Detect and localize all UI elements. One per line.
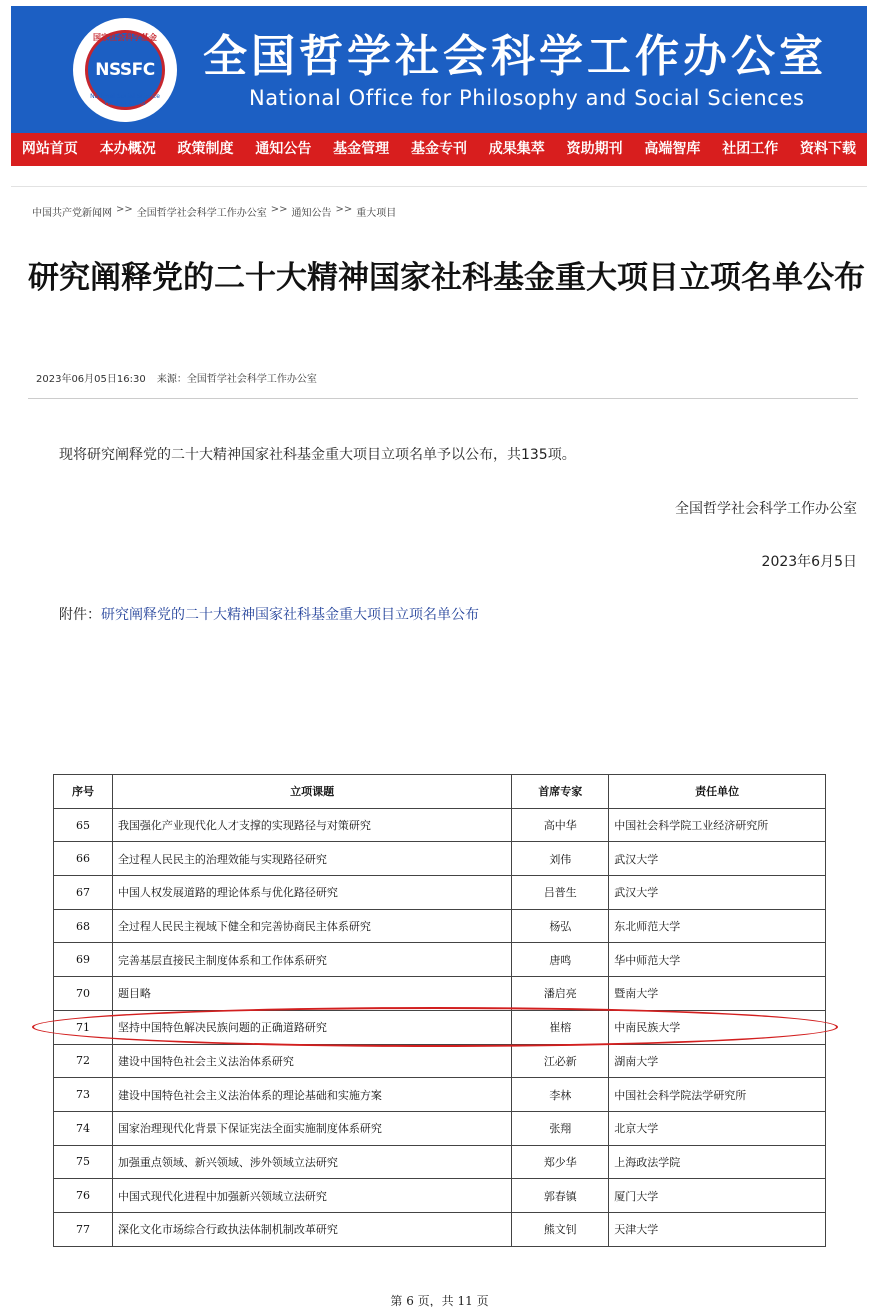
column-header-chief-expert: 首席专家 [512,775,609,809]
breadcrumb-item-major-projects[interactable]: 重大项目 [356,208,397,219]
table-row [54,842,826,876]
cell-institution: 湖南大学 [609,1044,826,1078]
nav-item-achievements[interactable]: 成果集萃 [488,141,545,157]
cell-number: 70 [54,977,113,1011]
table-row [54,808,826,842]
logo-ring-top-text: 国家社会科学基金 [93,33,157,42]
breadcrumb-item-cpc-news[interactable]: 中国共产党新闻网 [32,208,112,219]
cell-topic: 完善基层直接民主制度体系和工作体系研究 [112,943,511,977]
cell-institution: 中国社会科学院工业经济研究所 [609,808,826,842]
nav-item-fund-management[interactable]: 基金管理 [333,141,390,157]
page-indicator: 第 6 页，共 11 页 [390,1294,489,1307]
cell-topic: 坚持中国特色解决民族问题的正确道路研究 [112,1010,511,1044]
cell-number: 73 [54,1078,113,1112]
table-row [54,1179,826,1213]
page-title: 研究阐释党的二十大精神国家社科基金重大项目立项名单公布 [28,260,865,296]
attachment-link[interactable]: 研究阐释党的二十大精神国家社科基金重大项目立项名单公布 [101,607,479,623]
cell-institution: 华中师范大学 [609,943,826,977]
attachment [59,604,479,624]
cell-topic: 中国人权发展道路的理论体系与优化路径研究 [112,876,511,910]
breadcrumb-item-notices[interactable]: 通知公告 [291,208,332,219]
cell-chief-expert: 张翔 [512,1111,609,1145]
table-row [54,943,826,977]
cell-chief-expert: 潘启亮 [512,977,609,1011]
site-header [11,6,867,133]
nav-item-downloads[interactable]: 资料下载 [800,141,857,157]
cell-institution: 东北师范大学 [609,909,826,943]
cell-number: 74 [54,1111,113,1145]
breadcrumb-item-office[interactable]: 全国哲学社会科学工作办公室 [136,208,267,219]
cell-institution: 北京大学 [609,1111,826,1145]
site-name-en: National Office for Philosophy and Social Sciences [249,86,805,110]
cell-topic: 加强重点领域、新兴领域、涉外领域立法研究 [112,1145,511,1179]
cell-topic: 中国式现代化进程中加强新兴领域立法研究 [112,1179,511,1213]
cell-institution: 中国社会科学院法学研究所 [609,1078,826,1112]
cell-topic: 国家治理现代化背景下保证宪法全面实施制度体系研究 [112,1111,511,1145]
column-header-institution: 责任单位 [609,775,826,809]
nav-item-notices[interactable]: 通知公告 [255,141,312,157]
cell-chief-expert: 高中华 [512,808,609,842]
logo-emblem [85,30,165,110]
table-row [54,1212,826,1246]
cell-number: 68 [54,909,113,943]
cell-institution: 武汉大学 [609,842,826,876]
project-list-table [53,774,826,1247]
cell-number: 66 [54,842,113,876]
breadcrumb-separator: >> [335,204,353,215]
nav-item-associations[interactable]: 社团工作 [722,141,779,157]
article-intro: 现将研究阐释党的二十大精神国家社科基金重大项目立项名单予以公布，共135项。 [59,447,576,463]
nav-item-policy[interactable]: 政策制度 [177,141,234,157]
cell-number: 69 [54,943,113,977]
nssfc-logo[interactable] [73,18,177,122]
logo-ring-bottom-text: National Social Science Fund of China [90,93,160,107]
cell-topic: 深化文化市场综合行政执法体制机制改革研究 [112,1212,511,1246]
cell-topic: 全过程人民民主的治理效能与实现路径研究 [112,842,511,876]
nav-item-funded-journals[interactable]: 资助期刊 [566,141,623,157]
cell-topic: 建设中国特色社会主义法治体系研究 [112,1044,511,1078]
header-divider [11,186,867,187]
table-row [54,1044,826,1078]
cell-chief-expert: 吕普生 [512,876,609,910]
cell-chief-expert: 熊文钊 [512,1212,609,1246]
table-header-row [54,775,826,809]
site-name-cn: 全国哲学社会科学工作办公室 [203,31,827,82]
article-org-signature: 全国哲学社会科学工作办公室 [675,501,857,517]
cell-number: 76 [54,1179,113,1213]
cell-topic: 我国强化产业现代化人才支撑的实现路径与对策研究 [112,808,511,842]
article-datetime: 2023年06月05日16:30 [36,374,146,385]
cell-chief-expert: 郑少华 [512,1145,609,1179]
title-divider [28,398,858,399]
table-row-highlighted [54,1010,826,1044]
cell-number: 75 [54,1145,113,1179]
cell-topic: 题目略 [112,977,511,1011]
cell-chief-expert: 江必新 [512,1044,609,1078]
article-meta [36,370,317,385]
attachment-label: 附件： [59,607,101,623]
cell-chief-expert: 李林 [512,1078,609,1112]
nav-item-about[interactable]: 本办概况 [99,141,156,157]
table-row [54,876,826,910]
cell-institution: 上海政法学院 [609,1145,826,1179]
column-header-number: 序号 [54,775,113,809]
cell-institution: 暨南大学 [609,977,826,1011]
cell-institution: 厦门大学 [609,1179,826,1213]
breadcrumb-separator: >> [116,204,133,215]
cell-chief-expert: 郭春镇 [512,1179,609,1213]
cell-chief-expert: 唐鸣 [512,943,609,977]
cell-chief-expert: 崔榕 [512,1010,609,1044]
article-date: 2023年6月5日 [761,554,857,570]
nav-item-think-tanks[interactable]: 高端智库 [644,141,701,157]
table-row [54,1145,826,1179]
cell-number: 67 [54,876,113,910]
logo-text: NSSFC [95,60,155,80]
cell-number: 77 [54,1212,113,1246]
cell-topic: 建设中国特色社会主义法治体系的理论基础和实施方案 [112,1078,511,1112]
cell-topic: 全过程人民民主视域下健全和完善协商民主体系研究 [112,909,511,943]
table-row [54,1078,826,1112]
cell-institution: 中南民族大学 [609,1010,826,1044]
nav-item-fund-journal[interactable]: 基金专刊 [410,141,467,157]
cell-institution: 天津大学 [609,1212,826,1246]
cell-number: 72 [54,1044,113,1078]
cell-institution: 武汉大学 [609,876,826,910]
breadcrumb-separator: >> [270,204,288,215]
cell-number: 71 [54,1010,113,1044]
breadcrumb [32,204,396,219]
article-source: 来源：全国哲学社会科学工作办公室 [156,374,317,385]
cell-chief-expert: 杨弘 [512,909,609,943]
table-row [54,909,826,943]
nav-item-home[interactable]: 网站首页 [21,141,78,157]
table-row [54,977,826,1011]
cell-chief-expert: 刘伟 [512,842,609,876]
column-header-topic: 立项课题 [112,775,511,809]
main-nav [11,133,867,166]
cell-number: 65 [54,808,113,842]
table-row [54,1111,826,1145]
